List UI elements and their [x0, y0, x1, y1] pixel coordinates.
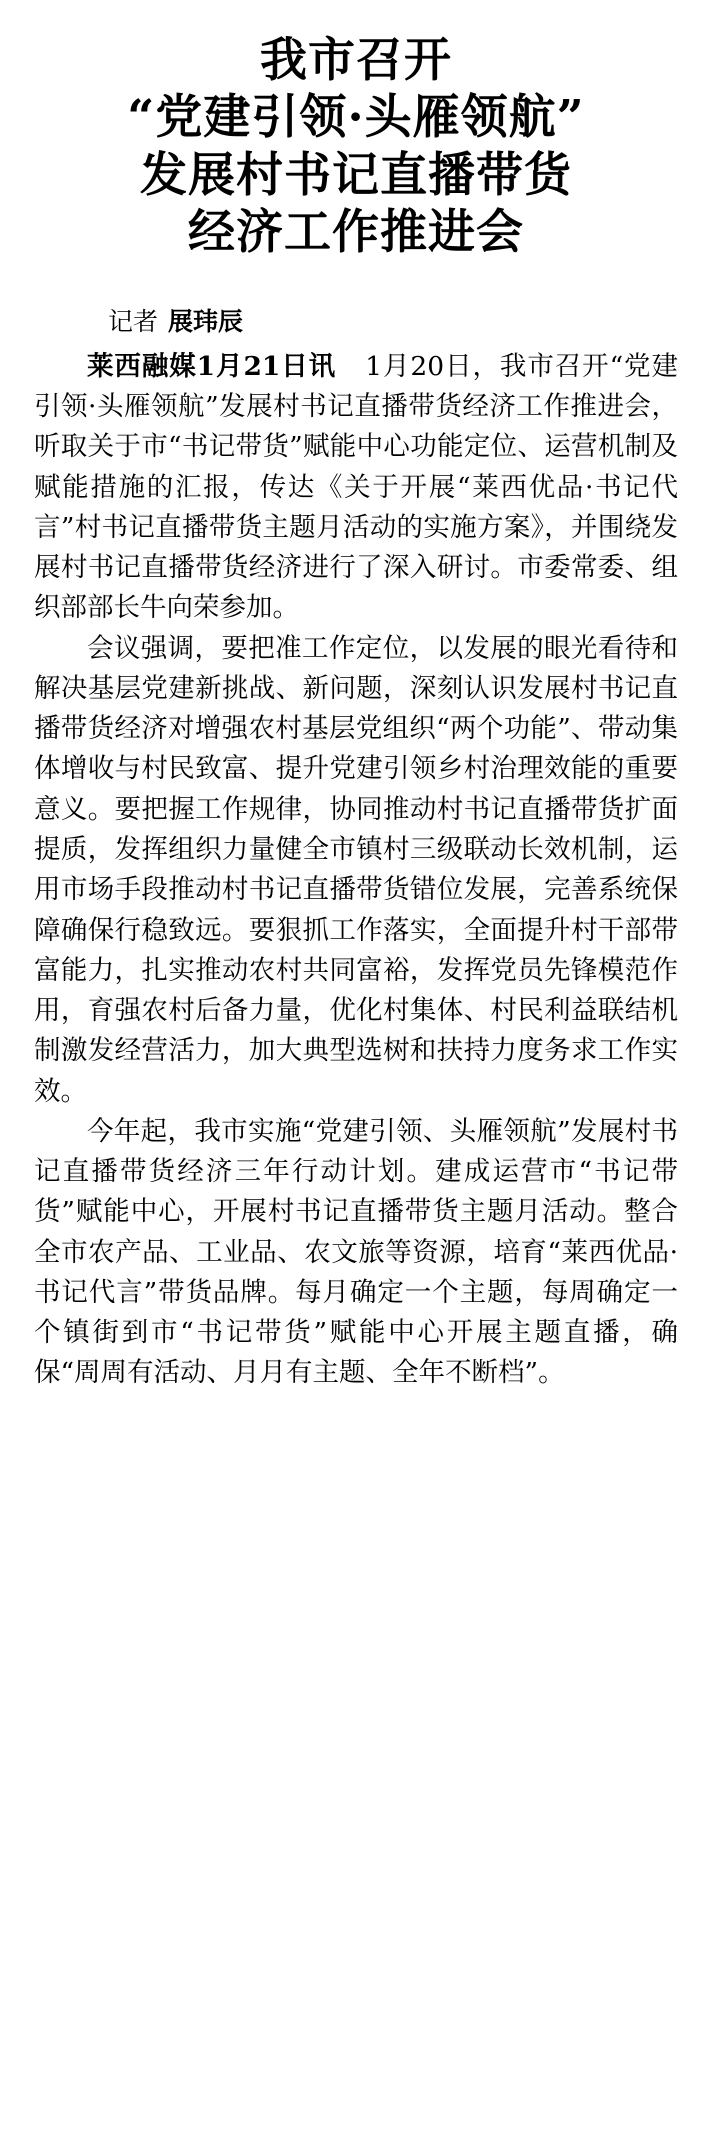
- paragraph-3: 今年起，我市实施“党建引领、头雁领航”发展村书记直播带货经济三年行动计划。建成运营市“书记带货”赋能中心，开展村书记直播带货主题月活动。整合全市农产品、工业品、农文旅等资源，培育“莱西优品·书记代言”带货品牌。每月确定一个主题，每周确定一个镇街到市“书记带货”赋能中心开展主题直播，确保“周周有活动、月月有主题、全年不断档”。: [34, 1115, 678, 1389]
- headline-line-3: 发展村书记直播带货: [140, 147, 572, 203]
- reporter-label: 记者: [108, 307, 159, 337]
- paragraph-1-text: 1月20日，我市召开“党建引领·头雁领航”发展村书记直播带货经济工作推进会，听取关于市“书记带货”赋能中心功能定位、运营机制及赋能措施的汇报，传达《关于开展“莱西优品·书记代言”村书记直播带货主题月活动的实施方案》，并围绕发展村书记直播带货经济进行了深入研讨。市委常委、组织部部长牛向荣参加。: [34, 350, 678, 624]
- headline-line-2: “党建引领·头雁领航”: [127, 90, 585, 146]
- reporter-name: 展玮辰: [168, 307, 244, 337]
- paragraph-1: [34, 347, 678, 629]
- article-body: [34, 347, 678, 1394]
- byline: [34, 303, 678, 341]
- headline-line-1: 我市召开: [260, 33, 452, 88]
- article-source: 莱西融媒1月21日讯: [87, 350, 337, 382]
- headline-line-4: 经济工作推进会: [188, 204, 524, 260]
- paragraph-2: 会议强调，要把准工作定位，以发展的眼光看待和解决基层党建新挑战、新问题，深刻认识发展村书记直播带货经济对增强农村基层党组织“两个功能”、带动集体增收与村民致富、提升党建引领乡村治理效能的重要意义。要把握工作规律，协同推动村书记直播带货扩面提质，发挥组织力量健全市镇村三级联动长效机制，运用市场手段推动村书记直播带货错位发展，完善系统保障确保行稳致远。要狠抓工作落实，全面提升村干部带富能力，扎实推动农村共同富裕，发挥党员先锋模范作用，育强农村后备力量，优化村集体、村民利益联结机制激发经营活力，加大典型选树和扶持力度务求工作实效。: [34, 632, 678, 1107]
- page-title: [34, 32, 678, 261]
